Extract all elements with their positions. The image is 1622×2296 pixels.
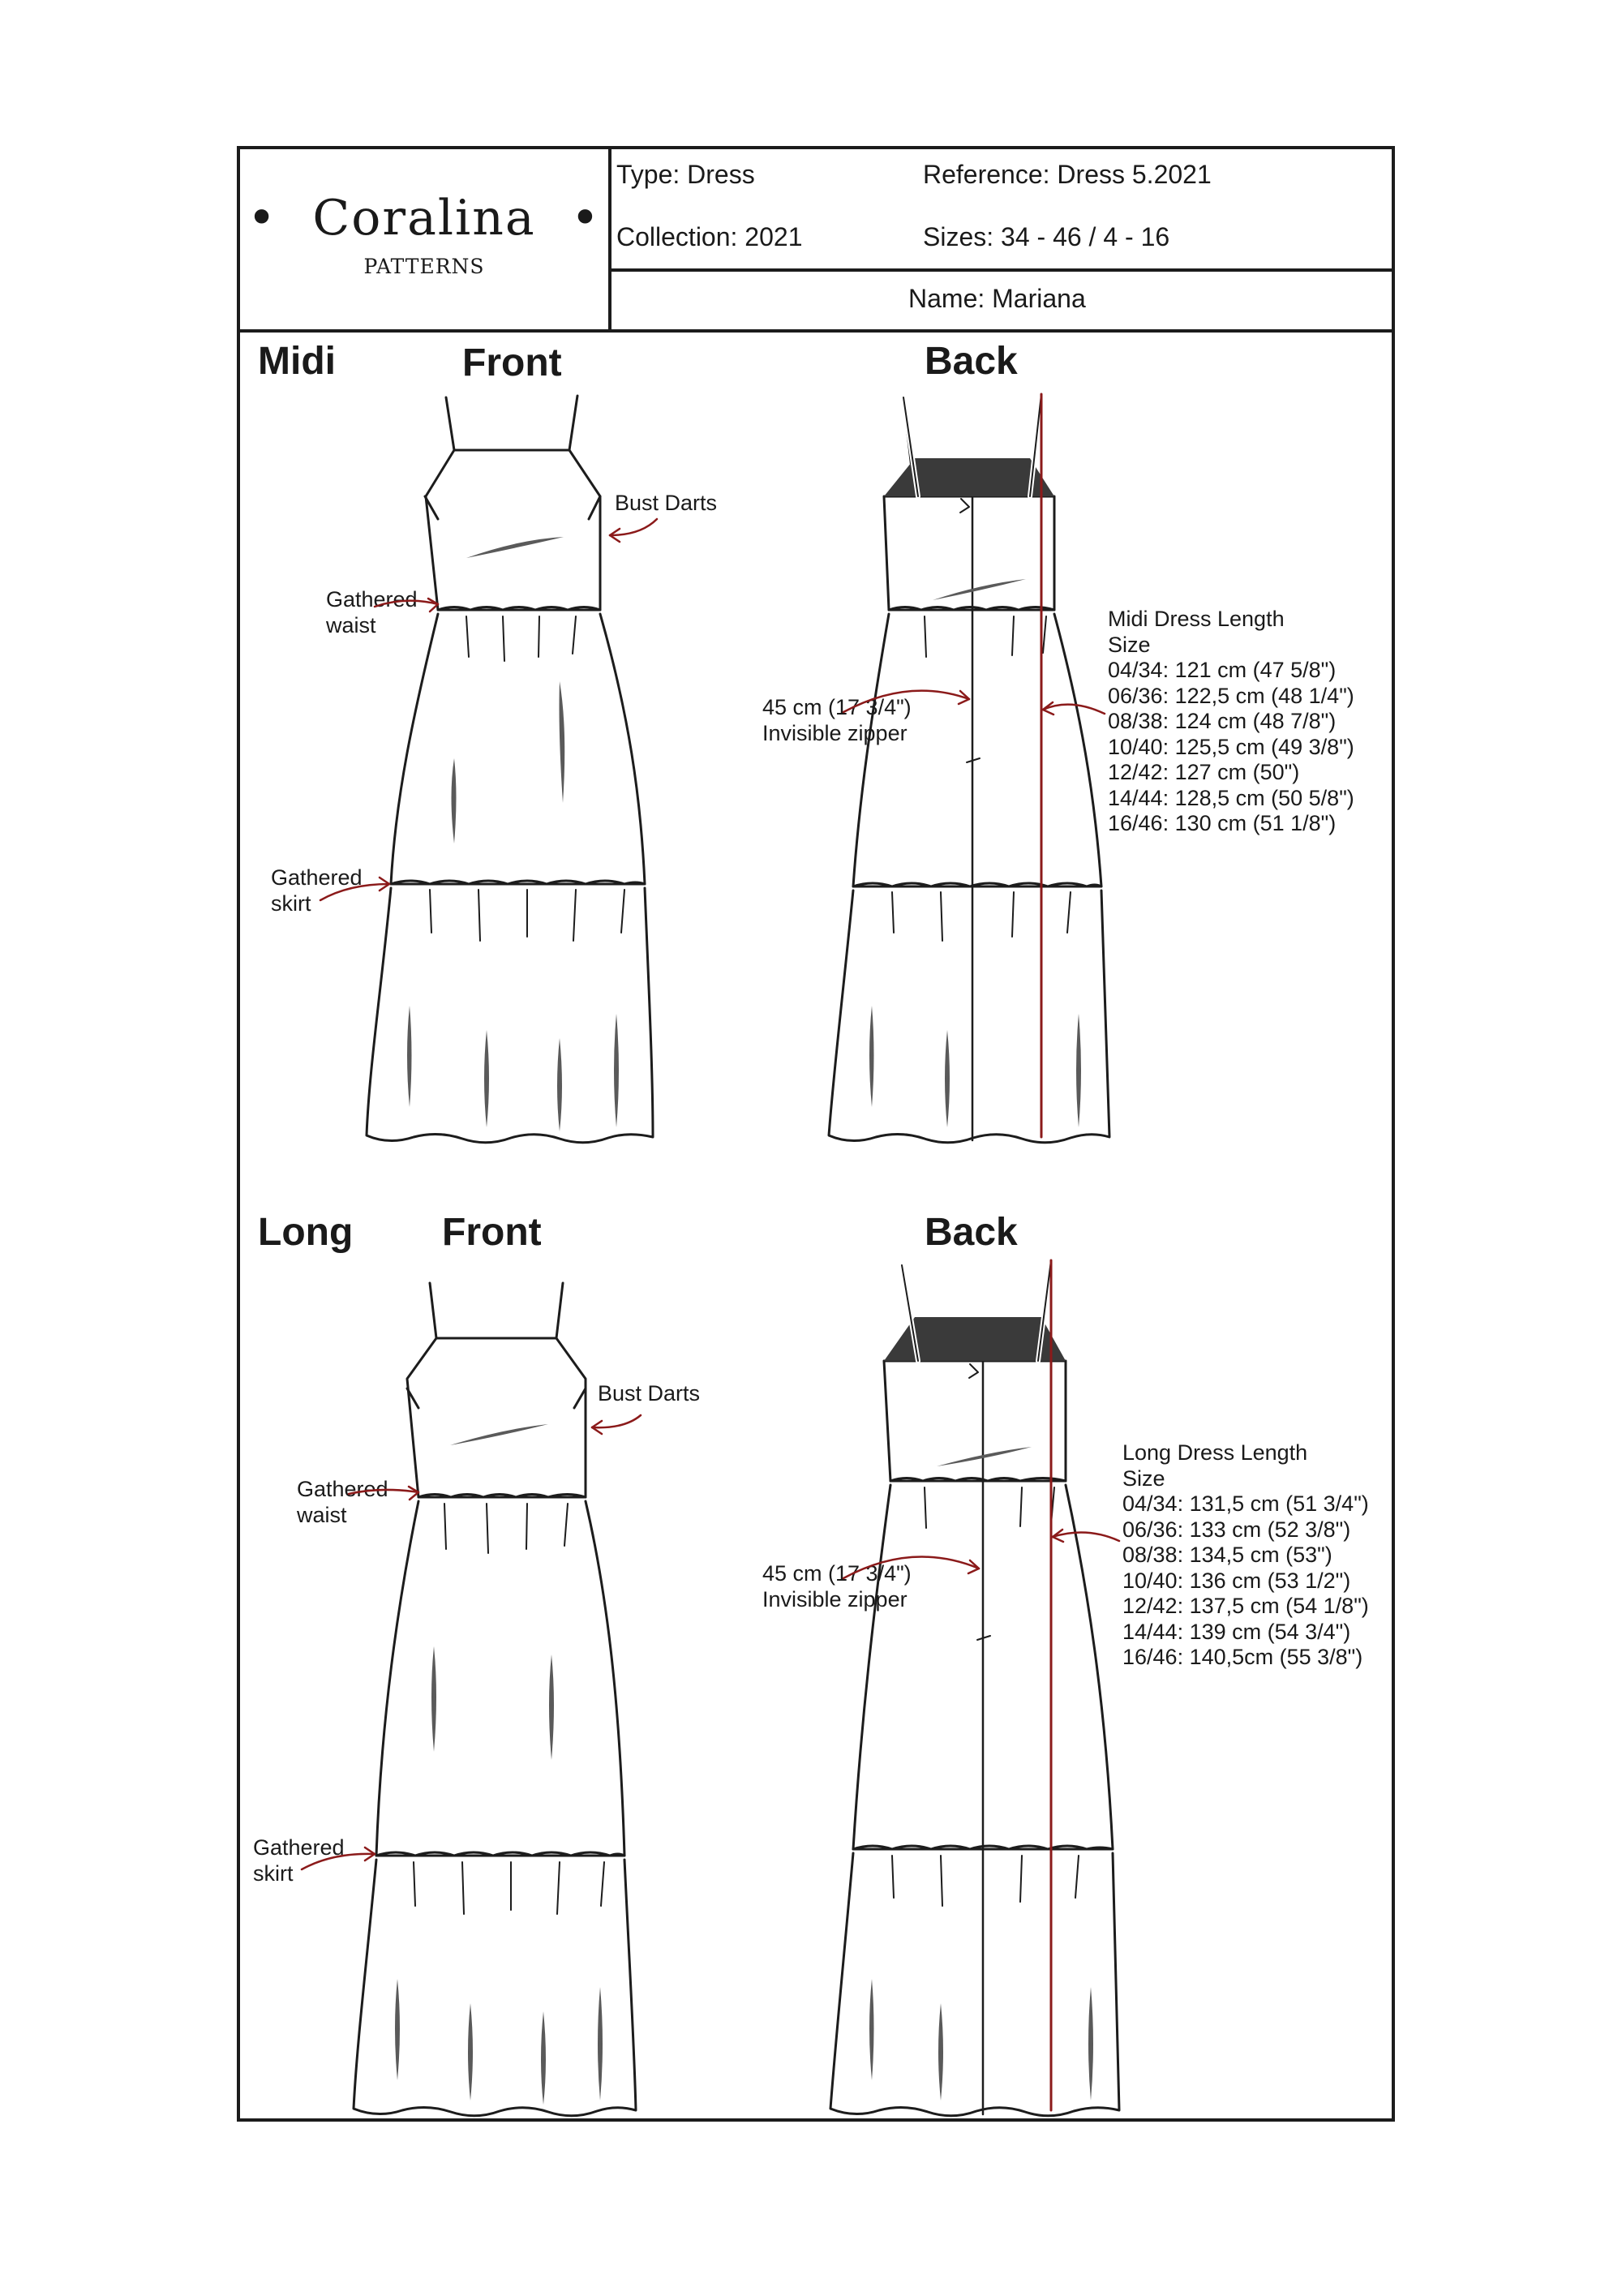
midi-length-row: 10/40: 125,5 cm (49 3/8") (1108, 734, 1354, 759)
name-field: Name: Mariana (908, 284, 1086, 313)
long-skirt-arrow (302, 1854, 375, 1869)
collection-field: Collection: 2021 (616, 222, 803, 251)
midi-bust-darts-label: Bust Darts (615, 491, 718, 515)
long-length-row: 08/38: 134,5 cm (53") (1122, 1543, 1332, 1567)
midi-length-row: 14/44: 128,5 cm (50 5/8") (1108, 785, 1354, 810)
midi-front-heading: Front (462, 341, 562, 384)
long-front-dress (354, 1283, 636, 2116)
long-length-title: Long Dress Length (1122, 1440, 1308, 1465)
midi-length-row: 16/46: 130 cm (51 1/8") (1108, 811, 1337, 835)
long-waist-arrow (349, 1490, 418, 1494)
midi-waist-arrow (375, 601, 438, 607)
reference-field: Reference: Dress 5.2021 (923, 160, 1212, 189)
sizes-field: Sizes: 34 - 46 / 4 - 16 (923, 222, 1170, 251)
midi-length-row: 06/36: 122,5 cm (48 1/4") (1108, 683, 1354, 708)
long-size-label: Size (1122, 1466, 1165, 1491)
midi-bust-darts-arrow (610, 519, 657, 535)
brand-name: Coralina (312, 190, 536, 247)
brand-bullet-right: • (570, 190, 602, 247)
midi-length-title: Midi Dress Length (1108, 607, 1285, 631)
midi-length-row: 12/42: 127 cm (50") (1108, 760, 1300, 784)
midi-skirt-arrow (320, 884, 389, 900)
type-field: Type: Dress (616, 160, 755, 189)
midi-length-row: 04/34: 121 cm (47 5/8") (1108, 658, 1337, 682)
midi-zipper-arrow (843, 691, 969, 712)
midi-heading: Midi (258, 340, 336, 383)
long-bust-darts-label: Bust Darts (598, 1381, 701, 1405)
long-length-arrow (1053, 1533, 1119, 1541)
brand-bullet-left: • (247, 190, 278, 247)
long-length-row: 12/42: 137,5 cm (54 1/8") (1122, 1594, 1369, 1618)
midi-back-heading: Back (925, 340, 1018, 383)
long-zipper-label: 45 cm (17 3/4") Invisible zipper (762, 1561, 912, 1611)
long-gathered-skirt-label: Gathered skirt (253, 1835, 345, 1886)
long-length-row: 16/46: 140,5cm (55 3/8") (1122, 1645, 1363, 1669)
long-heading: Long (258, 1211, 354, 1254)
long-length-row: 10/40: 136 cm (53 1/2") (1122, 1568, 1351, 1593)
long-length-row: 14/44: 139 cm (54 3/4") (1122, 1619, 1351, 1644)
long-gathered-waist-label: Gathered waist (297, 1477, 388, 1527)
midi-zipper-label: 45 cm (17 3/4") Invisible zipper (762, 695, 912, 745)
midi-gathered-waist-label: Gathered waist (326, 587, 418, 637)
long-back-dress (830, 1361, 1119, 2116)
midi-size-label: Size (1108, 632, 1151, 657)
brand-subtitle: PATTERNS (363, 255, 485, 278)
long-length-row: 06/36: 133 cm (52 3/8") (1122, 1517, 1351, 1542)
long-zipper-arrow (843, 1557, 979, 1578)
midi-length-arrow (1043, 705, 1105, 714)
midi-length-row: 08/38: 124 cm (48 7/8") (1108, 709, 1337, 733)
long-back-heading: Back (925, 1211, 1018, 1254)
midi-gathered-skirt-label: Gathered skirt (271, 865, 363, 916)
long-front-heading: Front (442, 1211, 542, 1254)
long-length-row: 04/34: 131,5 cm (51 3/4") (1122, 1491, 1369, 1516)
